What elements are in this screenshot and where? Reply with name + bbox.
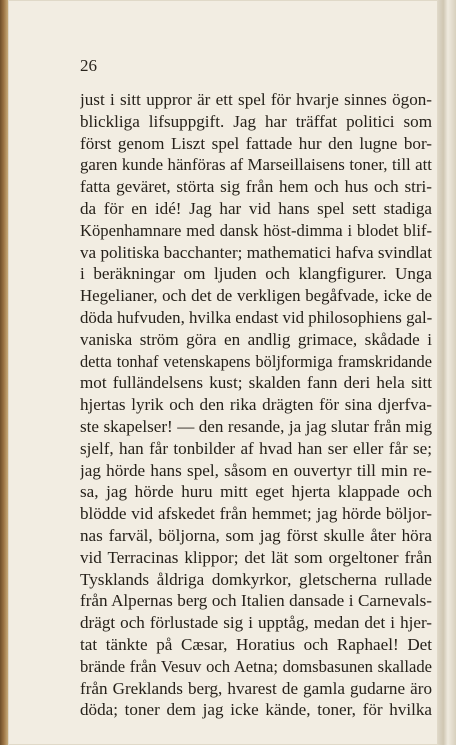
text-line: ste skapelser! — den resande, ja jag slutar från mig (80, 416, 432, 436)
text-line: döda; toner dem jag icke kände, toner, för hvilka (80, 700, 432, 720)
text-line: vaniska ström göra en andlig grimace, skådade i (80, 329, 432, 349)
page-edge (438, 0, 456, 745)
text-line: detta tonhaf vetenskapens böljformiga framskridande (80, 351, 432, 371)
page-number: 26 (80, 56, 97, 75)
text-line: från Greklands berg, hvarest de gamla gudarne äro (80, 678, 432, 698)
text-line: Hegelianer, och det de verkligen begåfvade, icke de (80, 286, 432, 306)
text-line: från Alpernas berg och Italien dansade i Carnevals- (80, 591, 432, 611)
text-line: just i sitt uppror är ett spel för hvarje sinnes ögon- (80, 90, 432, 109)
text-line: mot fulländelsens kust; skalden fann deri hela sitt (80, 373, 432, 393)
text-line: garen kunde hänföras af Marseillaisens toner, till att (80, 155, 432, 175)
text-line: döda hufvuden, hvilka endast vid philosophiens gal- (80, 307, 432, 327)
text-line: va politiska bacchanter; mathematici hafva svindlat (80, 242, 432, 262)
text-line: da för en idé! Jag har vid hans spel sett stadiga (80, 198, 432, 218)
text-line: vid Terracinas klippor; det lät som orgeltoner från (80, 547, 432, 567)
text-line: jag hörde hans spel, såsom en ouvertyr till min re- (80, 460, 432, 480)
text-line: blödde vid afskedet från hemmet; jag hörde böljor- (80, 504, 432, 524)
text-line: tat tänkte på Cæsar, Horatius och Raphael! Det (80, 634, 432, 654)
text-line: sa, jag hörde huru mitt eget hjerta klappade och (80, 482, 432, 502)
text-line: nas farväl, böljorna, som jag först skulle åter höra (80, 525, 432, 545)
text-line: fatta geväret, störta sig från hem och hus och stri- (80, 177, 432, 197)
text-line: först genom Liszt spel fattade hur den lugne bor- (80, 133, 432, 153)
text-line: sjelf, han får tonbilder af hvad han ser eller får se; (80, 438, 432, 458)
text-line: Köpenhamnare med dansk höst-dimma i blodet blif- (80, 220, 432, 240)
text-line: drägt och förlustade sig i upptåg, medan det i hjer- (80, 613, 432, 633)
book-binding (0, 0, 8, 745)
text-line: brände från Vesuv och Aetna; domsbasunen skallade (80, 656, 432, 676)
text-line: i beräkningar om ljuden och klangfigurer. Unga (80, 264, 432, 284)
text-line: blickliga lifsuppgift. Jag har träffat politici som (80, 111, 432, 131)
text-line: Tysklands åldriga domkyrkor, gletscherna rullade (80, 569, 432, 589)
text-line: hjertas lyrik och den rika drägten för sina djerfva- (80, 395, 432, 415)
body-text (80, 89, 432, 721)
